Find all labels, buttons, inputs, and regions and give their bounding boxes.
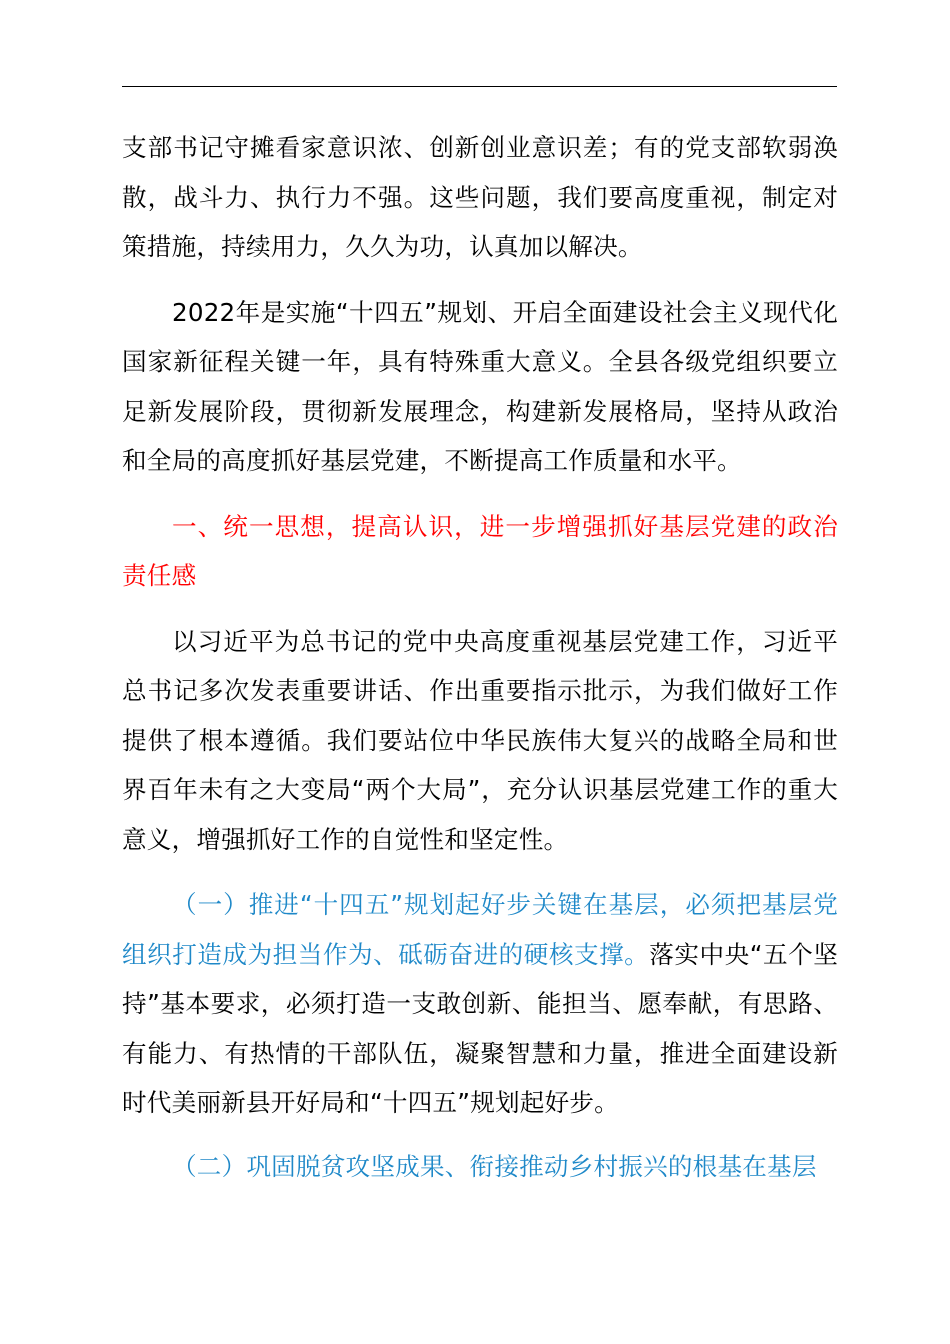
paragraph-continuation: 支部书记守摊看家意识浓、创新创业意识差；有的党支部软弱涣散，战斗力、执行力不强。这些问题，我们要高度重视，制定对策措施，持续用力，久久为功，认真加以解决。 [122,133,838,261]
document-body [122,123,838,1191]
subsection-1-heading: （一）推进“十四五”规划起好步关键在基层，必须把基层党组织打造成为担当作为、砥砺奋进的硬核支撑。 [122,890,838,969]
paragraph-central-committee: 以习近平为总书记的党中央高度重视基层党建工作，习近平总书记多次发表重要讲话、作出重要指示批示，为我们做好工作提供了根本遵循。我们要站位中华民族伟大复兴的战略全局和世界百年未有之大变局“两个大局”，充分认识基层党建工作的重大意义，增强抓好工作的自觉性和坚定性。 [122,626,838,854]
subsection-1 [122,880,838,1128]
subsection-1-body: 落实中央“五个坚持”基本要求，必须打造一支敢创新、能担当、愿奉献，有思路、有能力、有热情的干部队伍，凝聚智慧和力量，推进全面建设新时代美丽新县开好局和“十四五”规划起好步。 [122,939,839,1117]
subsection-2-heading: （二）巩固脱贫攻坚成果、衔接推动乡村振兴的根基在基层 [172,1151,817,1181]
header-rule [122,86,837,87]
paragraph-2022: 2022年是实施“十四五”规划、开启全面建设社会主义现代化国家新征程关键一年，具有特殊重大意义。全县各级党组织要立足新发展阶段，贯彻新发展理念，构建新发展格局，坚持从政治和全局的高度抓好基层党建，不断提高工作质量和水平。 [122,297,838,475]
section-heading-1: 一、统一思想，提高认识，进一步增强抓好基层党建的政治责任感 [122,511,838,590]
